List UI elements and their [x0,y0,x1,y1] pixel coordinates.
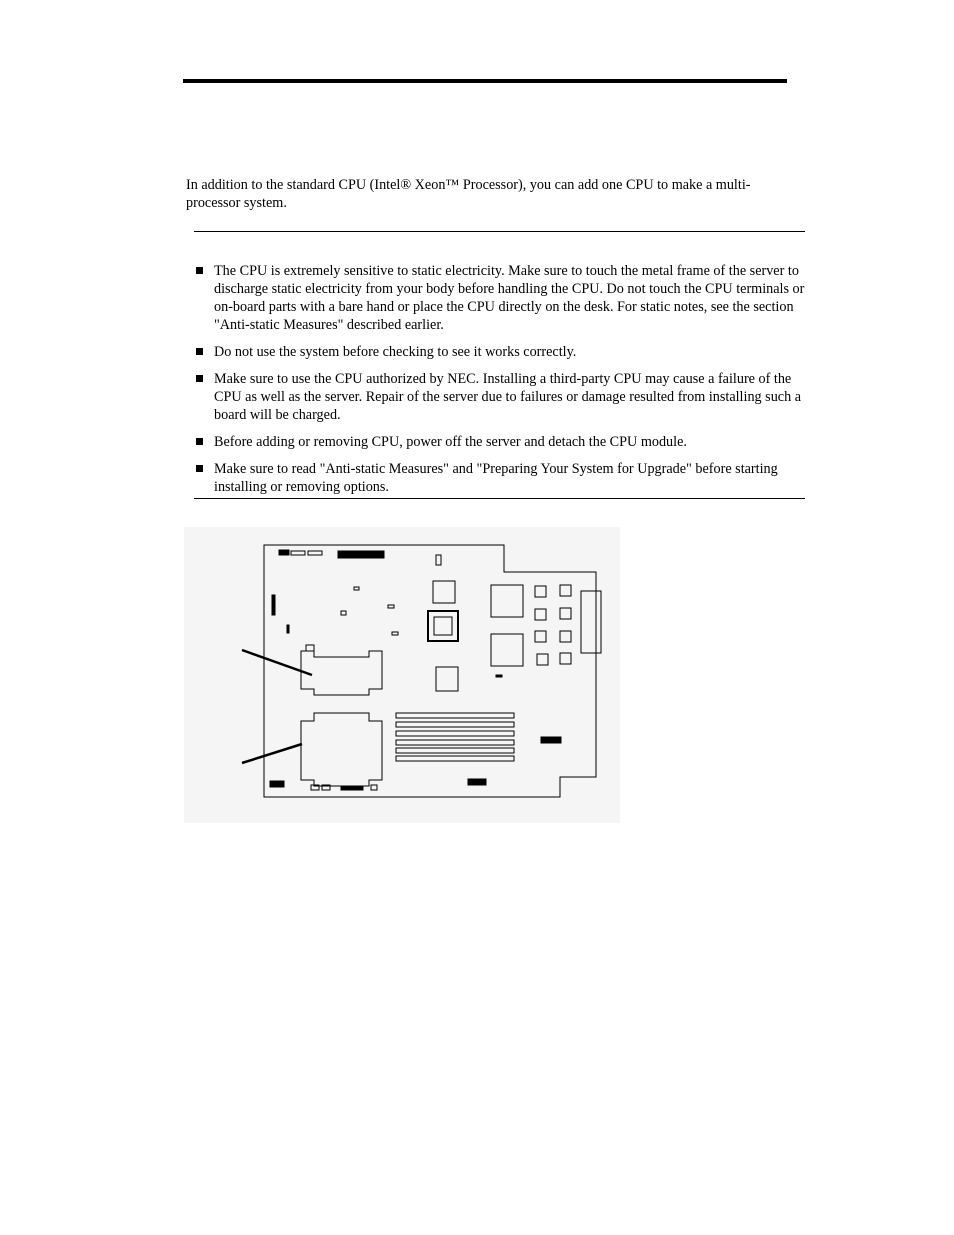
notice-text: Make sure to use the CPU authorized by NEC. Installing a third-party CPU may cause a failure of the CPU as well as the server. Repair of the server due to failures or damage resulted from installing such a board will be charged. [214,371,802,423]
chip [436,667,458,691]
dimm-slot [396,748,514,753]
notice-text: Do not use the system before checking to see it works correctly. [214,344,577,360]
cpu-slot-1 [301,651,382,695]
square-bullet-icon [196,267,203,274]
notice-list [196,262,806,505]
notice-text: The CPU is extremely sensitive to static electricity. Make sure to touch the metal frame of the server to discharge static electricity from your body before handling the CPU. Do not touch the CPU terminals or on-board parts with a bare hand or place the CPU directly on the desk. For static notes, see the section "Anti-static Measures" described earlier. [214,263,805,333]
cpu-slot-2 [301,713,382,786]
notice-item [196,460,806,496]
motherboard-diagram [184,527,620,823]
intro-paragraph [186,176,786,212]
notice-bottom-rule [194,498,805,499]
notice-text: Before adding or removing CPU, power off the server and detach the CPU module. [214,434,687,450]
dimm-slot [396,713,514,718]
notice-item [196,343,806,361]
motherboard-figure [184,527,620,823]
intro-text: In addition to the standard CPU (Intel® Xeon™ Processor), you can add one CPU to make a multi-processor system. [186,177,751,211]
square-bullet-icon [196,348,203,355]
notice-item [196,370,806,424]
notice-item [196,433,806,451]
dimm-slot [396,756,514,761]
square-bullet-icon [196,465,203,472]
processor-socket [428,611,458,641]
dimm-slot [396,731,514,736]
chip [491,585,523,617]
dimm-slot [396,740,514,745]
dimm-slot [396,722,514,727]
chip [491,634,523,666]
notice-item [196,262,806,334]
square-bullet-icon [196,375,203,382]
rear-connector [581,591,601,653]
square-bullet-icon [196,438,203,445]
header-rule [183,79,787,83]
notice-top-rule [194,231,805,232]
board-outline [264,545,596,797]
callout-line-cpu-2 [242,744,302,763]
chip [433,581,455,603]
notice-text: Make sure to read "Anti-static Measures" and "Preparing Your System for Upgrade" before starting installing or removing options. [214,461,778,495]
